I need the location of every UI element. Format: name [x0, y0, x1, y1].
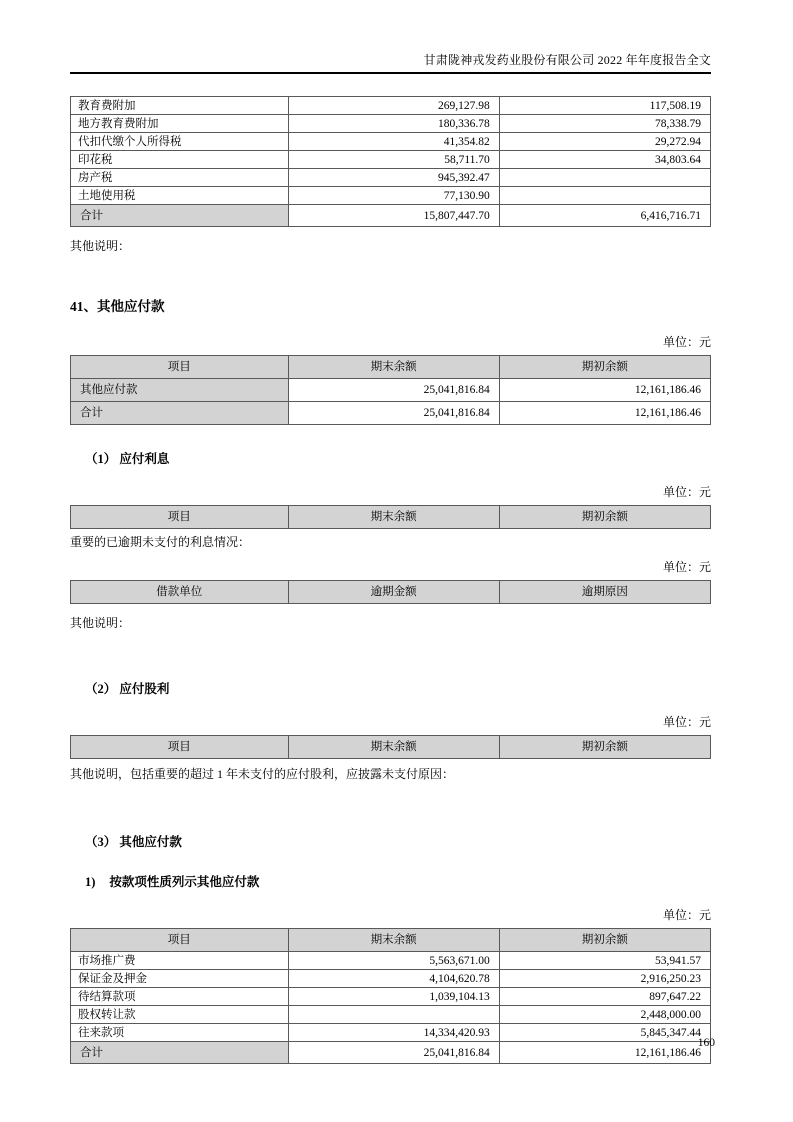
table-header-row [71, 581, 711, 604]
header-item: 项目 [71, 929, 289, 952]
cell-end-balance: 5,563,671.00 [288, 952, 499, 970]
header-divider [70, 72, 711, 74]
cell-begin-balance: 12,161,186.46 [499, 1042, 710, 1064]
cell-end-balance: 15,807,447.70 [288, 205, 499, 227]
cell-item: 市场推广费 [71, 952, 289, 970]
table-row [71, 187, 711, 205]
header-overdue-amount: 逾期金额 [288, 581, 499, 604]
total-row [71, 402, 711, 425]
total-row [71, 1042, 711, 1064]
unit-label: 单位：元 [662, 485, 711, 499]
header-overdue-reason: 逾期原因 [499, 581, 710, 604]
header-end-balance: 期末余额 [288, 356, 499, 379]
other-notes-label: 其他说明： [70, 616, 131, 630]
section-41-title: 41、其他应付款 [70, 299, 165, 314]
list-by-nature-title [85, 874, 711, 890]
cell-end-balance: 4,104,620.78 [288, 970, 499, 988]
report-header-title: 甘肃陇神戎发药业股份有限公司 2022 年年度报告全文 [423, 53, 711, 67]
cell-end-balance: 180,336.78 [288, 115, 499, 133]
dividends-payable-table [70, 735, 711, 759]
cell-item: 代扣代缴个人所得税 [71, 133, 289, 151]
page-content [70, 0, 711, 1064]
cell-begin-balance: 2,448,000.00 [499, 1006, 710, 1024]
table-row [71, 970, 711, 988]
header-item: 项目 [71, 736, 289, 759]
other-notes-label: 其他说明： [70, 239, 131, 253]
header-item: 项目 [71, 506, 289, 529]
cell-end-balance: 269,127.98 [288, 97, 499, 115]
interest-payable-table [70, 505, 711, 529]
unit-label: 单位：元 [662, 335, 711, 349]
cell-end-balance: 41,354.82 [288, 133, 499, 151]
table-row [71, 133, 711, 151]
other-payables-detail-table [70, 928, 711, 1064]
unit-label: 单位：元 [662, 560, 711, 574]
cell-end-balance: 58,711.70 [288, 151, 499, 169]
cell-end-balance: 77,130.90 [288, 187, 499, 205]
cell-begin-balance: 6,416,716.71 [499, 205, 710, 227]
cell-begin-balance: 2,916,250.23 [499, 970, 710, 988]
table-row [71, 151, 711, 169]
cell-total-label: 合计 [71, 205, 289, 227]
header-begin-balance: 期初余额 [499, 356, 710, 379]
cell-begin-balance: 53,941.57 [499, 952, 710, 970]
cell-begin-balance: 29,272.94 [499, 133, 710, 151]
table-header-row [71, 929, 711, 952]
cell-item: 地方教育费附加 [71, 115, 289, 133]
cell-end-balance: 25,041,816.84 [288, 402, 499, 425]
cell-begin-balance: 78,338.79 [499, 115, 710, 133]
cell-begin-balance [499, 187, 710, 205]
table-row [71, 952, 711, 970]
header-item: 项目 [71, 356, 289, 379]
unit-label: 单位：元 [662, 908, 711, 922]
header-end-balance: 期末余额 [288, 506, 499, 529]
subsection-1-title: （1） 应付利息 [85, 452, 170, 466]
table-row [71, 1024, 711, 1042]
header-begin-balance: 期初余额 [499, 736, 710, 759]
overdue-interest-table [70, 580, 711, 604]
cell-item: 土地使用税 [71, 187, 289, 205]
table-row [71, 97, 711, 115]
cell-begin-balance: 897,647.22 [499, 988, 710, 1006]
cell-end-balance: 25,041,816.84 [288, 379, 499, 402]
overdue-interest-note: 重要的已逾期未支付的利息情况： [70, 535, 251, 549]
cell-end-balance: 1,039,104.13 [288, 988, 499, 1006]
cell-end-balance [288, 1006, 499, 1024]
cell-item: 其他应付款 [71, 379, 289, 402]
unit-label: 单位：元 [662, 715, 711, 729]
tax-table [70, 96, 711, 227]
table-header-row [71, 736, 711, 759]
header-borrower: 借款单位 [71, 581, 289, 604]
cell-begin-balance [499, 169, 710, 187]
cell-begin-balance: 117,508.19 [499, 97, 710, 115]
table-row [71, 379, 711, 402]
list-title-text: 按款项性质列示其他应付款 [109, 875, 260, 889]
header-begin-balance: 期初余额 [499, 506, 710, 529]
other-payables-summary-table [70, 355, 711, 425]
total-row [71, 205, 711, 227]
cell-begin-balance: 34,803.64 [499, 151, 710, 169]
header-end-balance: 期末余额 [288, 736, 499, 759]
table-header-row [71, 356, 711, 379]
cell-end-balance: 945,392.47 [288, 169, 499, 187]
table-row [71, 115, 711, 133]
header-end-balance: 期末余额 [288, 929, 499, 952]
header-begin-balance: 期初余额 [499, 929, 710, 952]
table-row [71, 169, 711, 187]
subsection-3-title: （3） 其他应付款 [85, 835, 182, 849]
cell-total-label: 合计 [71, 1042, 289, 1064]
cell-item: 待结算款项 [71, 988, 289, 1006]
cell-begin-balance: 12,161,186.46 [499, 379, 710, 402]
cell-item: 保证金及押金 [71, 970, 289, 988]
cell-item: 印花税 [71, 151, 289, 169]
cell-item: 房产税 [71, 169, 289, 187]
table-header-row [71, 506, 711, 529]
table-row [71, 988, 711, 1006]
list-number: 1) [85, 875, 96, 889]
cell-begin-balance: 12,161,186.46 [499, 402, 710, 425]
cell-begin-balance: 5,845,347.44 [499, 1024, 710, 1042]
dividends-note: 其他说明，包括重要的超过 1 年未支付的应付股利，应披露未支付原因： [70, 767, 455, 781]
cell-end-balance: 25,041,816.84 [288, 1042, 499, 1064]
page-number: 160 [697, 1037, 715, 1049]
cell-end-balance: 14,334,420.93 [288, 1024, 499, 1042]
cell-item: 教育费附加 [71, 97, 289, 115]
cell-item: 股权转让款 [71, 1006, 289, 1024]
subsection-2-title: （2） 应付股利 [85, 682, 170, 696]
cell-item: 往来款项 [71, 1024, 289, 1042]
cell-total-label: 合计 [71, 402, 289, 425]
table-row [71, 1006, 711, 1024]
